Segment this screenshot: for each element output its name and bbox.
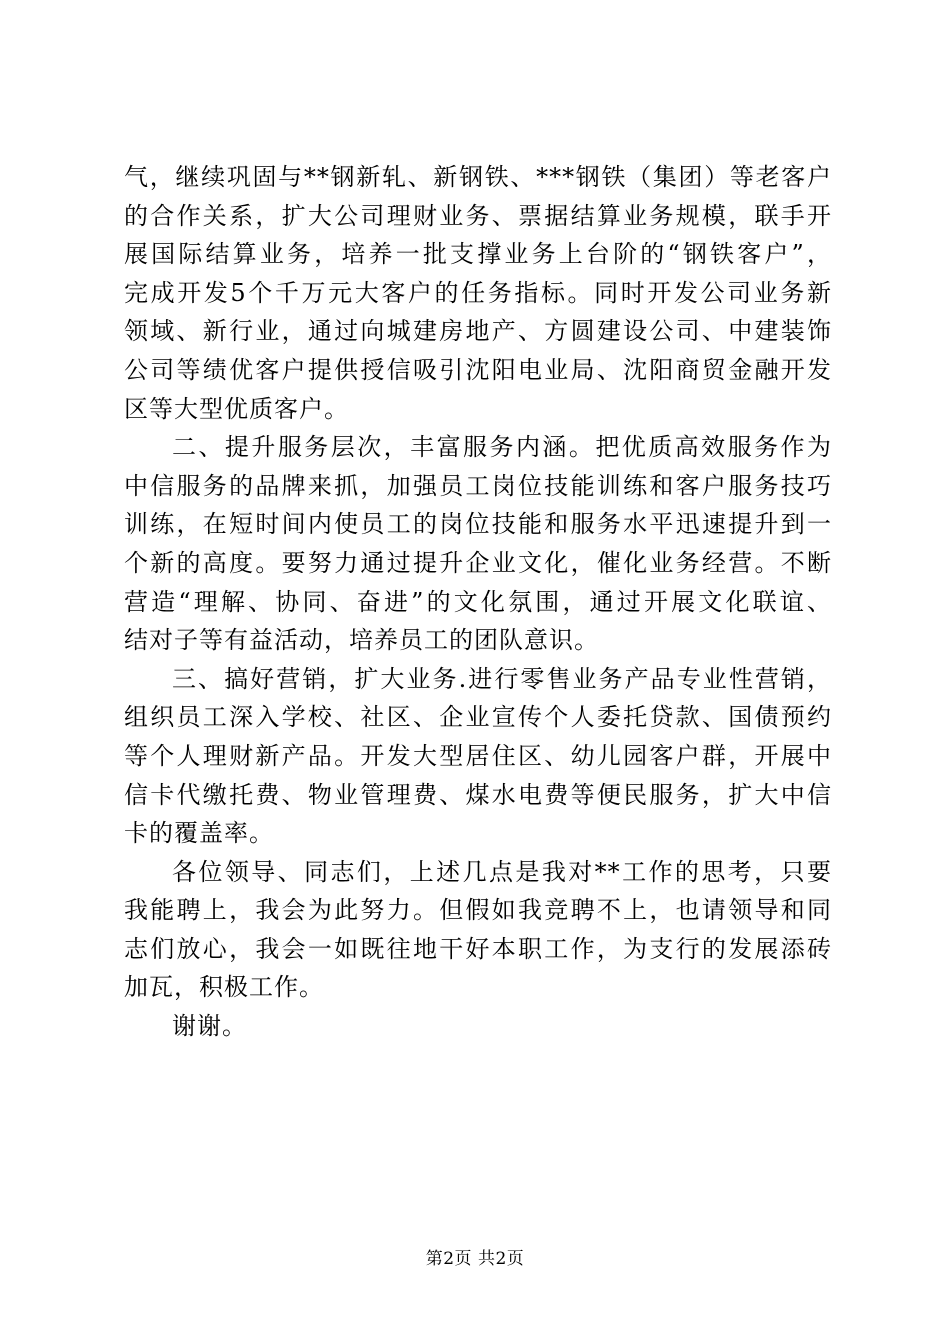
text-line: 组织员工深入学校、社区、企业宣传个人委托贷款、国债预约 (124, 703, 832, 732)
text-line: 完成开发5个千万元大客户的任务指标。同时开发公司业务新 (124, 278, 832, 307)
text-line: 营造“理解、协同、奋进”的文化氛围，通过开展文化联谊、 (124, 587, 832, 616)
text-line: 加瓦，积极工作。 (124, 973, 324, 1002)
text-line: 领域、新行业，通过向城建房地产、方圆建设公司、中建装饰 (124, 317, 832, 346)
text-line: 信卡代缴托费、物业管理费、煤水电费等便民服务，扩大中信 (124, 780, 832, 809)
text-line: 二、提升服务层次，丰富服务内涵。把优质高效服务作为 (172, 433, 832, 462)
paragraph-thanks (124, 1007, 832, 1046)
text-line: 等个人理财新产品。开发大型居住区、幼儿园客户群，开展中 (124, 741, 832, 770)
text-line: 谢谢。 (172, 1012, 247, 1041)
text-line: 三、搞好营销，扩大业务.进行零售业务产品专业性营销， (172, 664, 832, 693)
document-body (124, 158, 832, 1046)
text-line: 区等大型优质客户。 (124, 394, 349, 423)
text-line: 志们放心，我会一如既往地干好本职工作，为支行的发展添砖 (124, 934, 832, 963)
page-number-footer: 第2页 共2页 (425, 1249, 525, 1269)
paragraph-marketing (124, 660, 832, 853)
text-line: 的合作关系，扩大公司理财业务、票据结算业务规模，联手开 (124, 201, 832, 230)
text-line: 个新的高度。要努力通过提升企业文化，催化业务经营。不断 (124, 548, 832, 577)
paragraph-service (124, 428, 832, 660)
text-line: 展国际结算业务，培养一批支撑业务上台阶的“钢铁客户”， (124, 240, 832, 269)
text-line: 训练，在短时间内使员工的岗位技能和服务水平迅速提升到一 (124, 510, 832, 539)
text-line: 气，继续巩固与**钢新轧、新钢铁、***钢铁（集团）等老客户 (124, 163, 832, 191)
text-line: 公司等绩优客户提供授信吸引沈阳电业局、沈阳商贸金融开发 (124, 355, 832, 384)
text-line: 我能聘上，我会为此努力。但假如我竞聘不上，也请领导和同 (124, 896, 832, 925)
paragraph-continuation (124, 158, 832, 428)
text-line: 中信服务的品牌来抓，加强员工岗位技能训练和客户服务技巧 (124, 471, 832, 500)
paragraph-closing (124, 853, 832, 1007)
text-line: 结对子等有益活动，培养员工的团队意识。 (124, 626, 599, 655)
text-line: 各位领导、同志们，上述几点是我对**工作的思考，只要 (172, 857, 832, 886)
text-line: 卡的覆盖率。 (124, 819, 274, 848)
